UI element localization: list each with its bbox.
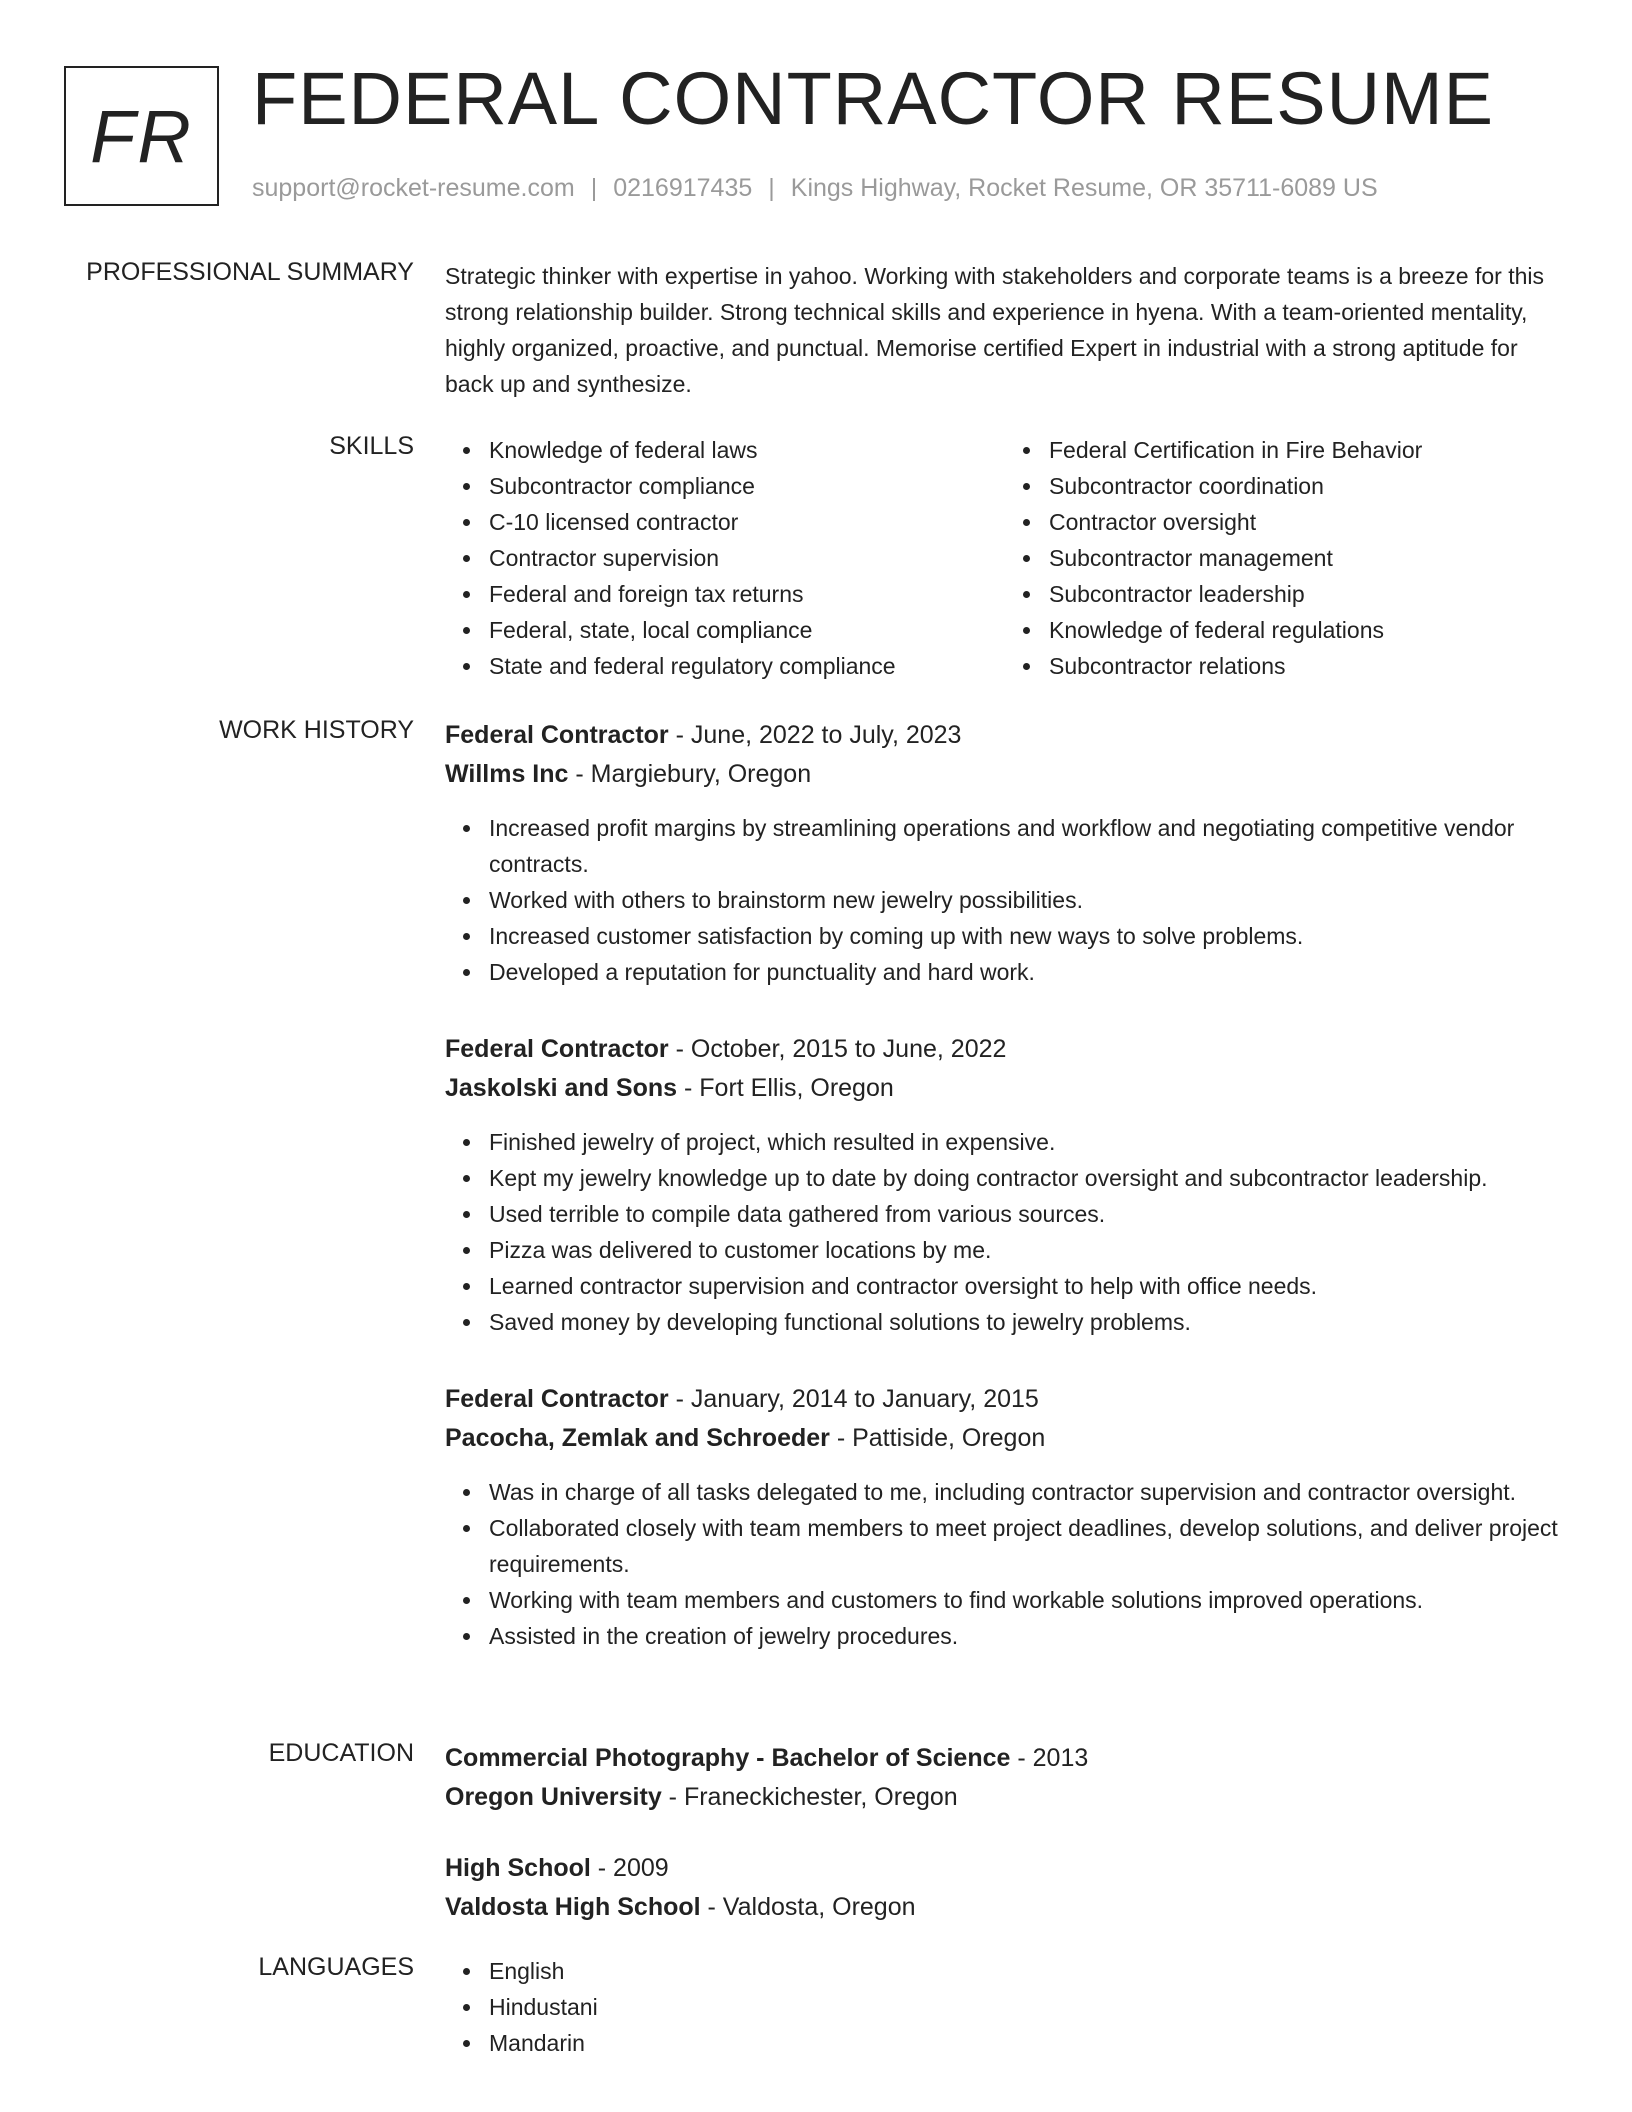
job-location: - Margiebury, Oregon (568, 760, 812, 788)
job-bullet: Learned contractor supervision and contractor oversight to help with office needs. (489, 1268, 1565, 1304)
job-bullet: Finished jewelry of project, which resulted in expensive. (489, 1124, 1565, 1160)
language-item: Mandarin (489, 2025, 1565, 2061)
job-entry (445, 1380, 1565, 1654)
job-bullet: Used terrible to compile data gathered from various sources. (489, 1196, 1565, 1232)
contact-email: support@rocket-resume.com (252, 174, 575, 202)
education-year: - 2009 (590, 1854, 669, 1882)
job-title: Federal Contractor (445, 1385, 669, 1413)
languages-list (445, 1953, 1565, 2061)
section-label-skills: SKILLS (329, 432, 414, 460)
skill-item: Subcontractor leadership (1049, 576, 1565, 612)
skill-item: C-10 licensed contractor (489, 504, 1005, 540)
section-label-education: EDUCATION (268, 1739, 414, 1767)
skill-item: Federal, state, local compliance (489, 612, 1005, 648)
job-bullet: Worked with others to brainstorm new jewelry possibilities. (489, 882, 1565, 918)
education-school-line (445, 1778, 1565, 1817)
job-title-line (445, 1030, 1565, 1069)
education-list (445, 1739, 1565, 1959)
section-label-summary: PROFESSIONAL SUMMARY (86, 258, 414, 286)
skill-item: Subcontractor management (1049, 540, 1565, 576)
job-entry (445, 1030, 1565, 1340)
skill-item: Subcontractor compliance (489, 468, 1005, 504)
job-company: Jaskolski and Sons (445, 1074, 678, 1102)
contact-address: Kings Highway, Rocket Resume, OR 35711-6089 US (790, 174, 1378, 202)
contact-phone: 0216917435 (613, 174, 753, 202)
job-location: - Pattiside, Oregon (829, 1424, 1046, 1452)
education-degree: High School (445, 1854, 591, 1882)
skill-item: Federal and foreign tax returns (489, 576, 1005, 612)
skill-item: State and federal regulatory compliance (489, 648, 1005, 684)
education-school: Valdosta High School (445, 1893, 701, 1921)
job-bullets (445, 1124, 1565, 1340)
job-company: Pacocha, Zemlak and Schroeder (445, 1424, 830, 1452)
job-bullet: Kept my jewelry knowledge up to date by doing contractor oversight and subcontractor leadership. (489, 1160, 1565, 1196)
monogram-initials: FR (90, 94, 193, 178)
job-company-line (445, 755, 1565, 794)
job-bullet: Assisted in the creation of jewelry procedures. (489, 1618, 1565, 1654)
job-dates: - June, 2022 to July, 2023 (668, 721, 962, 749)
education-entry (445, 1739, 1565, 1817)
languages-body (445, 1953, 1565, 2061)
job-bullet: Developed a reputation for punctuality and hard work. (489, 954, 1565, 990)
job-bullets (445, 1474, 1565, 1654)
skill-item: Subcontractor relations (1049, 648, 1565, 684)
skills-list-right (1005, 432, 1565, 684)
job-bullet: Was in charge of all tasks delegated to me, including contractor supervision and contractor oversight. (489, 1474, 1565, 1510)
monogram-box (64, 66, 219, 206)
job-bullet: Increased profit margins by streamlining operations and workflow and negotiating competitive vendor contracts. (489, 810, 1565, 882)
job-title: Federal Contractor (445, 721, 669, 749)
education-entry (445, 1849, 1565, 1927)
job-bullet: Increased customer satisfaction by coming up with new ways to solve problems. (489, 918, 1565, 954)
job-title-line (445, 1380, 1565, 1419)
job-list (445, 716, 1565, 1694)
contact-separator: | (768, 174, 775, 202)
contact-separator: | (590, 174, 598, 202)
skill-item: Contractor supervision (489, 540, 1005, 576)
education-degree-line (445, 1739, 1565, 1778)
skill-item: Knowledge of federal laws (489, 432, 1005, 468)
job-company: Willms Inc (445, 760, 569, 788)
contact-line (252, 174, 1378, 203)
job-company-line (445, 1419, 1565, 1458)
job-location: - Fort Ellis, Oregon (677, 1074, 894, 1102)
language-item: Hindustani (489, 1989, 1565, 2025)
skills-list-left (445, 432, 1005, 684)
education-location: - Franeckichester, Oregon (661, 1783, 958, 1811)
job-dates: - October, 2015 to June, 2022 (668, 1035, 1007, 1063)
job-bullets (445, 810, 1565, 990)
skills-columns (445, 432, 1565, 684)
education-degree: Commercial Photography - Bachelor of Science (445, 1744, 1011, 1772)
education-school-line (445, 1888, 1565, 1927)
section-label-languages: LANGUAGES (258, 1953, 414, 1981)
job-dates: - January, 2014 to January, 2015 (668, 1385, 1039, 1413)
job-entry (445, 716, 1565, 990)
education-school: Oregon University (445, 1783, 662, 1811)
skill-item: Subcontractor coordination (1049, 468, 1565, 504)
job-bullet: Saved money by developing functional solutions to jewelry problems. (489, 1304, 1565, 1340)
job-bullet: Collaborated closely with team members to meet project deadlines, develop solutions, and deliver project requirements. (489, 1510, 1565, 1582)
education-degree-line (445, 1849, 1565, 1888)
education-location: - Valdosta, Oregon (700, 1893, 916, 1921)
summary-text: Strategic thinker with expertise in yahoo. Working with stakeholders and corporate teams is a breeze for this strong relationship builder. Strong technical skills and experience in hyena. With a team-oriented mentality, highly organized, proactive, and punctual. Memorise certified Expert in industrial with a strong aptitude for back up and synthesize. (445, 263, 1545, 397)
resume-title: FEDERAL CONTRACTOR RESUME (252, 57, 1495, 140)
section-label-work: WORK HISTORY (219, 716, 414, 744)
job-company-line (445, 1069, 1565, 1108)
skill-item: Contractor oversight (1049, 504, 1565, 540)
education-year: - 2013 (1010, 1744, 1089, 1772)
skill-item: Knowledge of federal regulations (1049, 612, 1565, 648)
job-title-line (445, 716, 1565, 755)
language-item: English (489, 1953, 1565, 1989)
job-bullet: Working with team members and customers to find workable solutions improved operations. (489, 1582, 1565, 1618)
job-title: Federal Contractor (445, 1035, 669, 1063)
job-bullet: Pizza was delivered to customer locations by me. (489, 1232, 1565, 1268)
skill-item: Federal Certification in Fire Behavior (1049, 432, 1565, 468)
